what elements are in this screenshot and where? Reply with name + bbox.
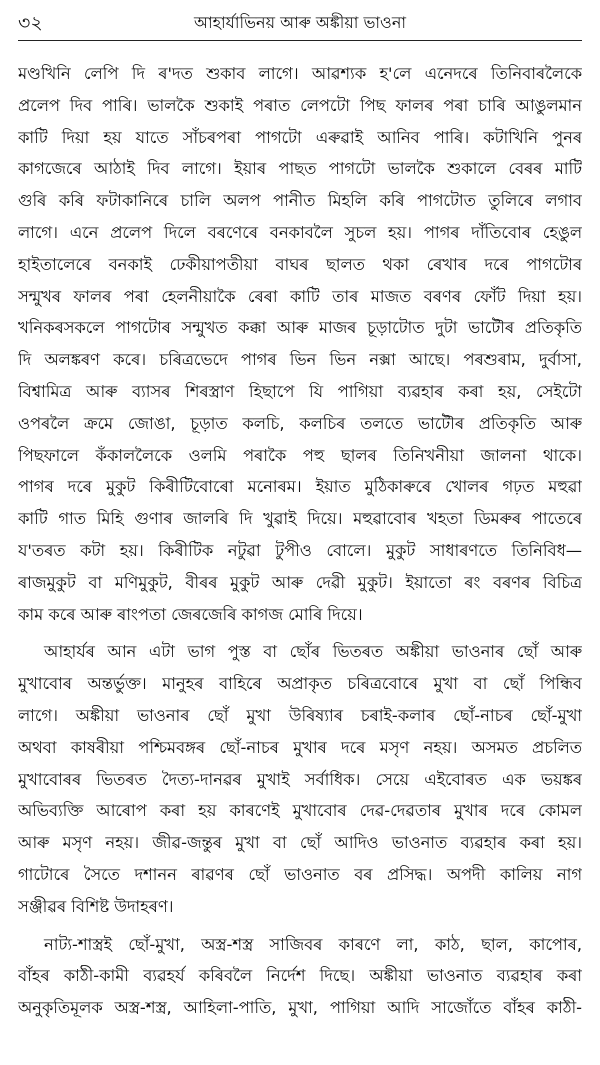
text-line: পাগৰ দৰে মুকুট কিৰীটিবোৰো মনোৰম। ইয়াত মুঠিকাৰুৰে খোলৰ গঢ়ত মহুৱা bbox=[18, 477, 582, 497]
text-line: খনিকৰসকলে পাগটোৰ সন্মুখত কক্কা আৰু মাজৰ চূড়াটোত দুটা ভাটৌৰ প্রতিকৃতি bbox=[18, 318, 582, 338]
page-number: ৩২ bbox=[18, 12, 43, 34]
running-title: আহাৰ্যাভিনয় আৰু অঙ্কীয়া ভাওনা bbox=[193, 13, 407, 32]
text-line: ওপৰলৈ ক্রমে জোঙা, চূড়াত কলচি, কলচিৰ তলতে ভাটৌৰ প্রতিকৃতি আৰু bbox=[18, 413, 582, 433]
text-line: প্রলেপ দিব পাৰি। ভালকৈ শুকাই পৰাত লেপটো পিছ ফালৰ পৰা চাৰি আঙুলমান bbox=[18, 95, 582, 115]
text-line: গুৰি কৰি ফটাকানিৰে চালি অলপ পানীত মিহলি কৰি পাগটোত তুলিৰে লগাব bbox=[18, 191, 582, 211]
text-line: অনুকৃতিমূলক অস্ত্র-শস্ত্র, আহিলা-পাতি, মুখা, পাগিয়া আদি সাজোঁতে বাঁহৰ কাঠী- bbox=[18, 998, 582, 1018]
text-line: অভিব্যক্তি আৰোপ কৰা হয় কাৰণেই মুখাবোৰ দেৱ-দেৱতাৰ মুখাৰ দৰে কোমল bbox=[18, 801, 582, 821]
text-line: বিশ্বামিত্র আৰু ব্যাসৰ শিৰস্ত্রাণ হিছাপে যি পাগিয়া ব্যৱহাৰ কৰা হয়, সেইটো bbox=[18, 381, 582, 401]
body-text bbox=[18, 58, 582, 1024]
text-line: কাটি দিয়া হয় যাতে সাঁচৰপৰা পাগটো এৰুৱাই আনিব পাৰি। কটাখিনি পুনৰ bbox=[18, 127, 582, 147]
text-line: নাট্য-শাস্ত্রই ছোঁ-মুখা, অস্ত্র-শস্ত্র সাজিবৰ কাৰণে লা, কাঠ, ছাল, কাপোৰ, bbox=[44, 934, 582, 954]
text-line: কাগজেৰে আঠাই দিব লাগে। ইয়াৰ পাছত পাগটো ভালকৈ শুকালে বেৰৰ মাটি bbox=[18, 159, 582, 179]
text-line: য'তৰত কটা হয়। কিৰীটিক নটুৱা টুপীও বোলে। মুকুট সাধাৰণতে তিনিবিধ— bbox=[18, 540, 582, 560]
text-line: কাম কৰে আৰু ৰাংপতা জেৰজেৰি কাগজ মোৰি দিয়ে। bbox=[18, 604, 363, 624]
page-header bbox=[18, 8, 582, 38]
text-line: অথবা কাষৰীয়া পশ্চিমবঙ্গৰ ছোঁ-নাচৰ মুখাৰ দৰে মসৃণ নহয়। অসমত প্রচলিত bbox=[18, 737, 582, 757]
text-line: ৰাজমুকুট বা মণিমুকুট, বীৰৰ মুকুট আৰু দেৱী মুকুট। ইয়াতো ৰং বৰণৰ বিচিত্র bbox=[18, 572, 582, 592]
paragraph-2 bbox=[18, 636, 582, 922]
text-line: আহাৰ্যৰ আন এটা ভাগ পুস্ত বা ছোঁৰ ভিতৰত অঙ্কীয়া ভাওনাৰ ছোঁ আৰু bbox=[44, 642, 582, 662]
text-line: লাগে। অঙ্কীয়া ভাওনাৰ ছোঁ মুখা উৰিষ্যাৰ চৰাই-কলাৰ ছোঁ-নাচৰ ছোঁ-মুখা bbox=[18, 705, 582, 725]
header-rule bbox=[18, 40, 582, 41]
paragraph-3 bbox=[18, 929, 582, 1024]
text-line: হাইতালেৰে বনকাই ঢেকীয়াপতীয়া বাঘৰ ছালত থকা ৰেখাৰ দৰে পাগটোৰ bbox=[18, 254, 582, 274]
text-line: দি অলঙ্কৰণ কৰে। চৰিত্রভেদে পাগৰ ভিন ভিন নক্সা আছে। পৰশুৰাম, দুৰ্বাসা, bbox=[18, 350, 582, 370]
text-line: সঞ্জীৱৰ বিশিষ্ট উদাহৰণ। bbox=[18, 896, 174, 916]
text-line: পিছফালে কঁকাললৈকে ওলমি পৰাকৈ পহু ছালৰ তিনিখনীয়া জালনা থাকে। bbox=[18, 445, 582, 465]
text-line: আৰু মসৃণ নহয়। জীৱ-জন্তুৰ মুখা বা ছোঁ আদিও ভাওনাত ব্যৱহাৰ কৰা হয়। bbox=[18, 833, 582, 853]
text-line: মণ্ডখিনি লেপি দি ৰ'দত শুকাব লাগে। আৱশ্যক হ'লে এনেদৰে তিনিবাৰলৈকে bbox=[18, 64, 582, 83]
text-line: মুখাবোৰ অন্তৰ্ভুক্ত। মানুহৰ বাহিৰে অপ্রাকৃত চৰিত্রবোৰে মুখা বা ছোঁ পিন্ধিব bbox=[18, 674, 582, 694]
paragraph-1 bbox=[18, 58, 582, 630]
text-line: গাটোৰে সৈতে দশানন ৰাৱণৰ ছোঁ ভাওনাত বৰ প্রসিদ্ধ। অপদী কালিয় নাগ bbox=[18, 864, 582, 884]
text-line: সন্মুখৰ ফালৰ পৰা হেলনীয়াকৈ ৰেৰা কাটি তাৰ মাজত বৰণৰ ফোঁট দিয়া হয়। bbox=[18, 286, 582, 306]
text-line: বাঁহৰ কাঠী-কামী ব্যৱহৰ্য কৰিবলৈ নিৰ্দেশ দিছে। অঙ্কীয়া ভাওনাত ব্যৱহাৰ কৰা bbox=[18, 966, 582, 986]
text-line: কাটি গাত মিহি গুণাৰ জালৰি দি খুৱাই দিয়ে। মহুৱাবোৰ খহতা ডিমৰুৰ পাতেৰে bbox=[18, 509, 582, 529]
text-line: লাগে। এনে প্রলেপ দিলে বৰণেৰে বনকাবলৈ সুচল হয়। পাগৰ দাঁতিবোৰ হেঙুল bbox=[18, 222, 582, 242]
text-line: মুখাবোৰৰ ভিতৰত দৈত্য-দানৱৰ মুখাই সৰ্বাধিক। সেয়ে এইবোৰত এক ভয়ঙ্কৰ bbox=[18, 769, 582, 789]
